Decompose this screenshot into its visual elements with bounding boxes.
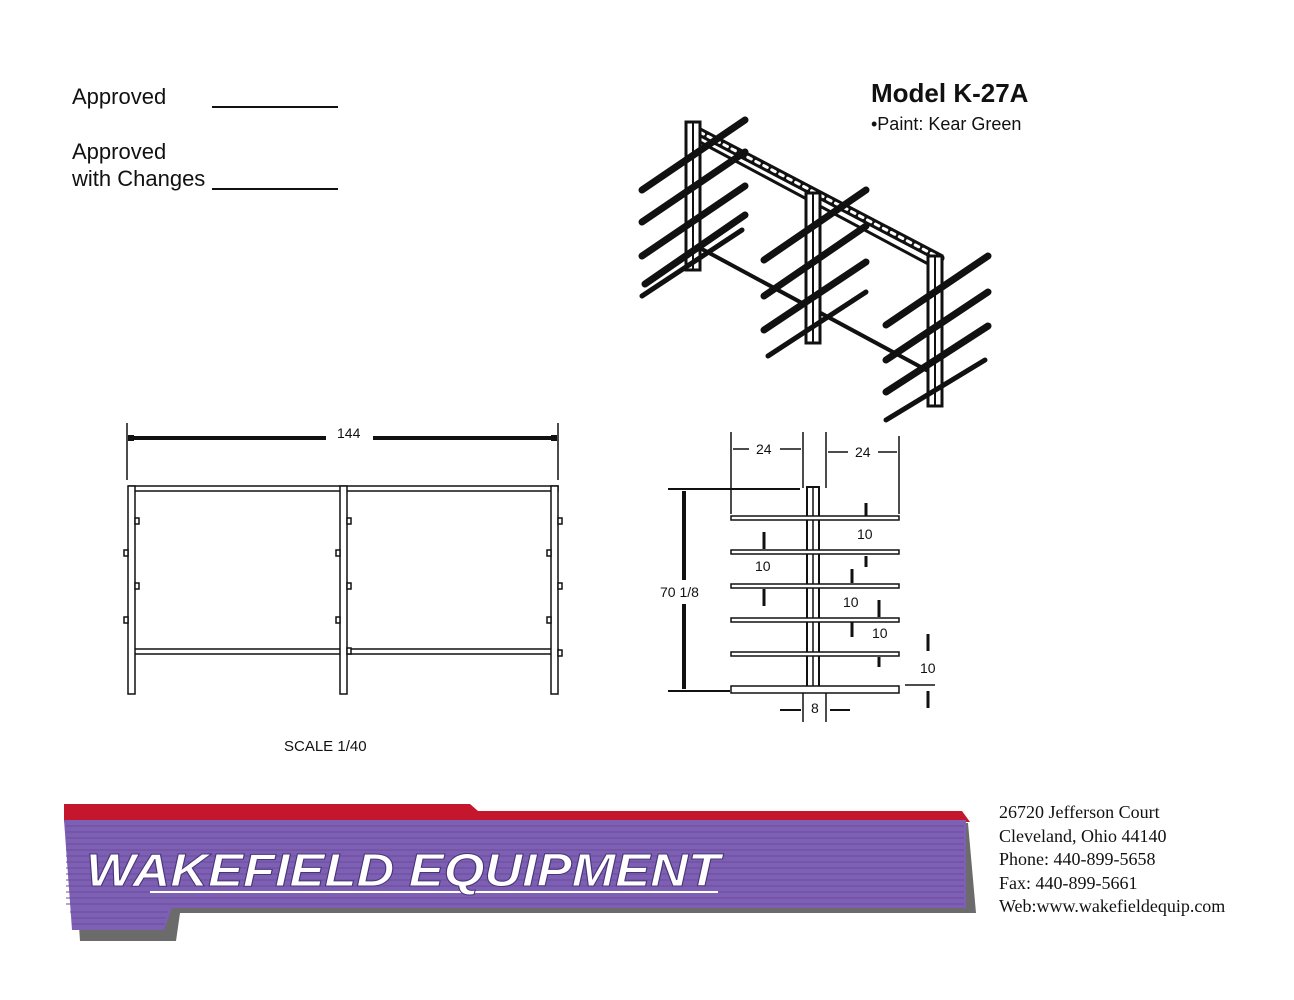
spacing-label-5: 10 — [920, 660, 936, 676]
arm-right-dimension: 24 — [855, 444, 871, 460]
phone-number: Phone: 440-899-5658 — [999, 849, 1156, 869]
height-dimension: 70 1/8 — [660, 584, 699, 600]
base-dimension: 8 — [811, 700, 819, 716]
company-address — [999, 801, 1225, 919]
company-logo-text: WAKEFIELD EQUIPMENT — [86, 844, 725, 896]
approved-with-changes-line1: Approved — [72, 139, 167, 164]
address-line-1: 26720 Jefferson Court — [999, 802, 1160, 822]
fax-number: Fax: 440-899-5661 — [999, 872, 1138, 893]
approved-label: Approved — [72, 84, 167, 109]
scale-label: SCALE 1/40 — [284, 738, 367, 755]
website-link[interactable]: Web:www.wakefieldequip.com — [999, 896, 1226, 916]
spacing-label-4: 10 — [872, 625, 888, 641]
approved-with-changes-line2: with Changes — [72, 166, 206, 191]
front-width-dimension: 144 — [337, 425, 361, 441]
address-line-2: Cleveland, Ohio 44140 — [999, 825, 1167, 846]
spacing-label-1: 10 — [857, 526, 873, 542]
spacing-label-2: 10 — [755, 558, 771, 574]
paint-note: •Paint: Kear Green — [871, 114, 1022, 134]
spacing-label-3: 10 — [843, 594, 859, 610]
model-title: Model K-27A — [871, 78, 1029, 108]
arm-left-dimension: 24 — [756, 441, 772, 457]
